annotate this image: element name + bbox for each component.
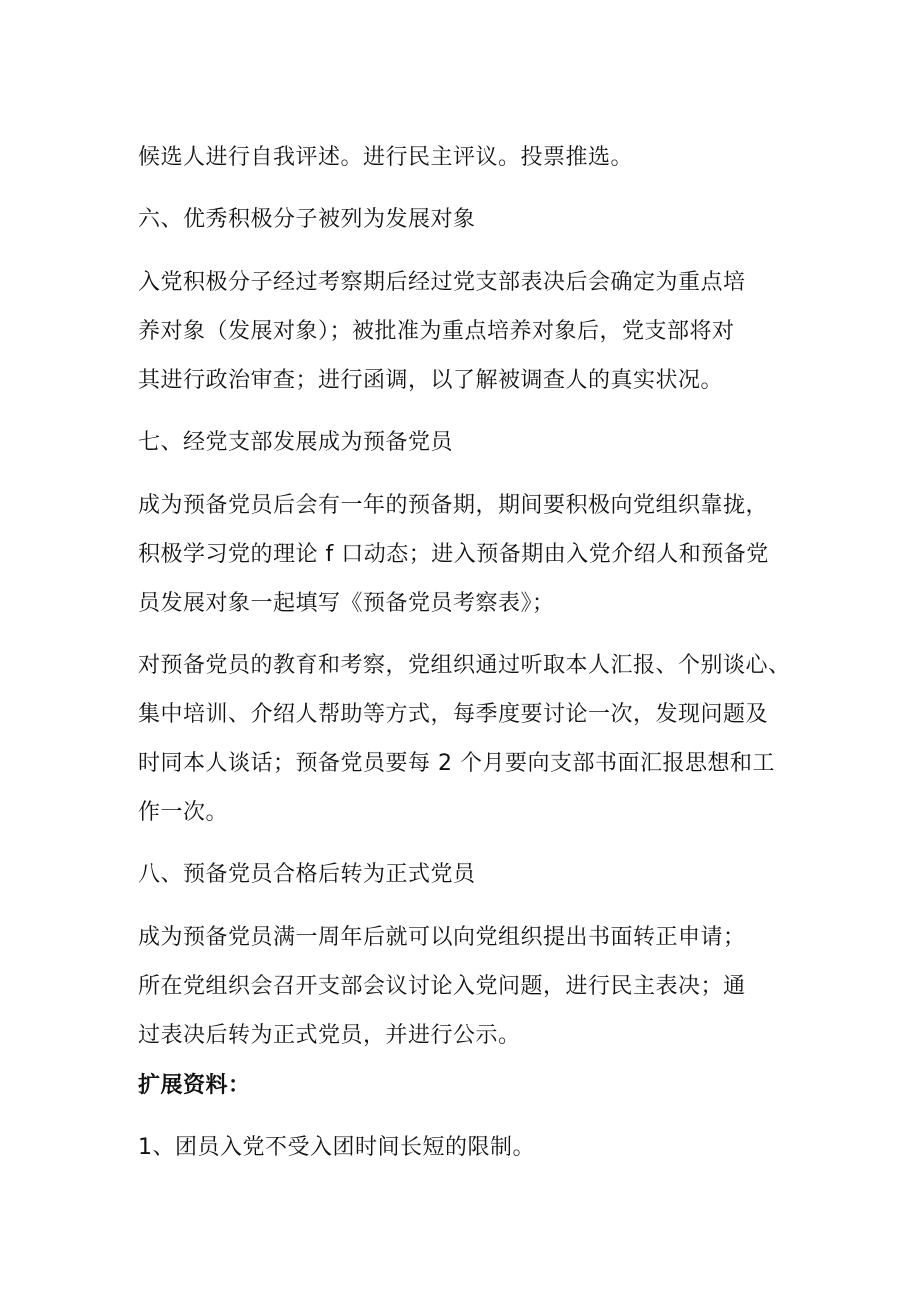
extended-material-heading: 扩展资料： bbox=[138, 1073, 251, 1098]
section-heading: 六、优秀积极分子被列为发展对象 bbox=[138, 207, 476, 232]
paragraph-line: 时同本人谈话；预备党员要每 2 个月要向支部书面汇报思想和工 bbox=[138, 751, 775, 776]
paragraph-line: 过表决后转为正式党员，并进行公示。 bbox=[138, 1023, 521, 1048]
paragraph-line: 作一次。 bbox=[138, 800, 229, 825]
section-heading: 八、预备党员合格后转为正式党员 bbox=[138, 862, 476, 887]
paragraph-line: 成为预备党员后会有一年的预备期，期间要积极向党组织靠拢， bbox=[138, 493, 769, 518]
paragraph-line: 对预备党员的教育和考察，党组织通过听取本人汇报、个别谈心、 bbox=[138, 653, 791, 678]
paragraph-line: 入党积极分子经过考察期后经过党支部表决后会确定为重点培 bbox=[138, 270, 746, 295]
paragraph-line: 1、团员入党不受入团时间长短的限制。 bbox=[138, 1135, 535, 1160]
paragraph-line: 其进行政治审查；进行函调，以了解被调查人的真实状况。 bbox=[138, 368, 724, 393]
paragraph-line: 所在党组织会召开支部会议讨论入党问题，进行民主表决；通 bbox=[138, 974, 746, 999]
paragraph-line: 养对象（发展对象）；被批准为重点培养对象后，党支部将对 bbox=[138, 319, 735, 344]
section-heading: 七、经党支部发展成为预备党员 bbox=[138, 430, 454, 455]
paragraph-line: 积极学习党的理论 f 口动态；进入预备期由入党介绍人和预备党 bbox=[138, 542, 769, 567]
paragraph-line: 集中培训、介绍人帮助等方式，每季度要讨论一次，发现问题及 bbox=[138, 702, 769, 727]
paragraph-line: 成为预备党员满一周年后就可以向党组织提出书面转正申请； bbox=[138, 925, 746, 950]
paragraph-line: 员发展对象一起填写《预备党员考察表》； bbox=[138, 591, 555, 616]
paragraph-line: 候选人进行自我评述。进行民主评议。投票推选。 bbox=[138, 145, 634, 170]
